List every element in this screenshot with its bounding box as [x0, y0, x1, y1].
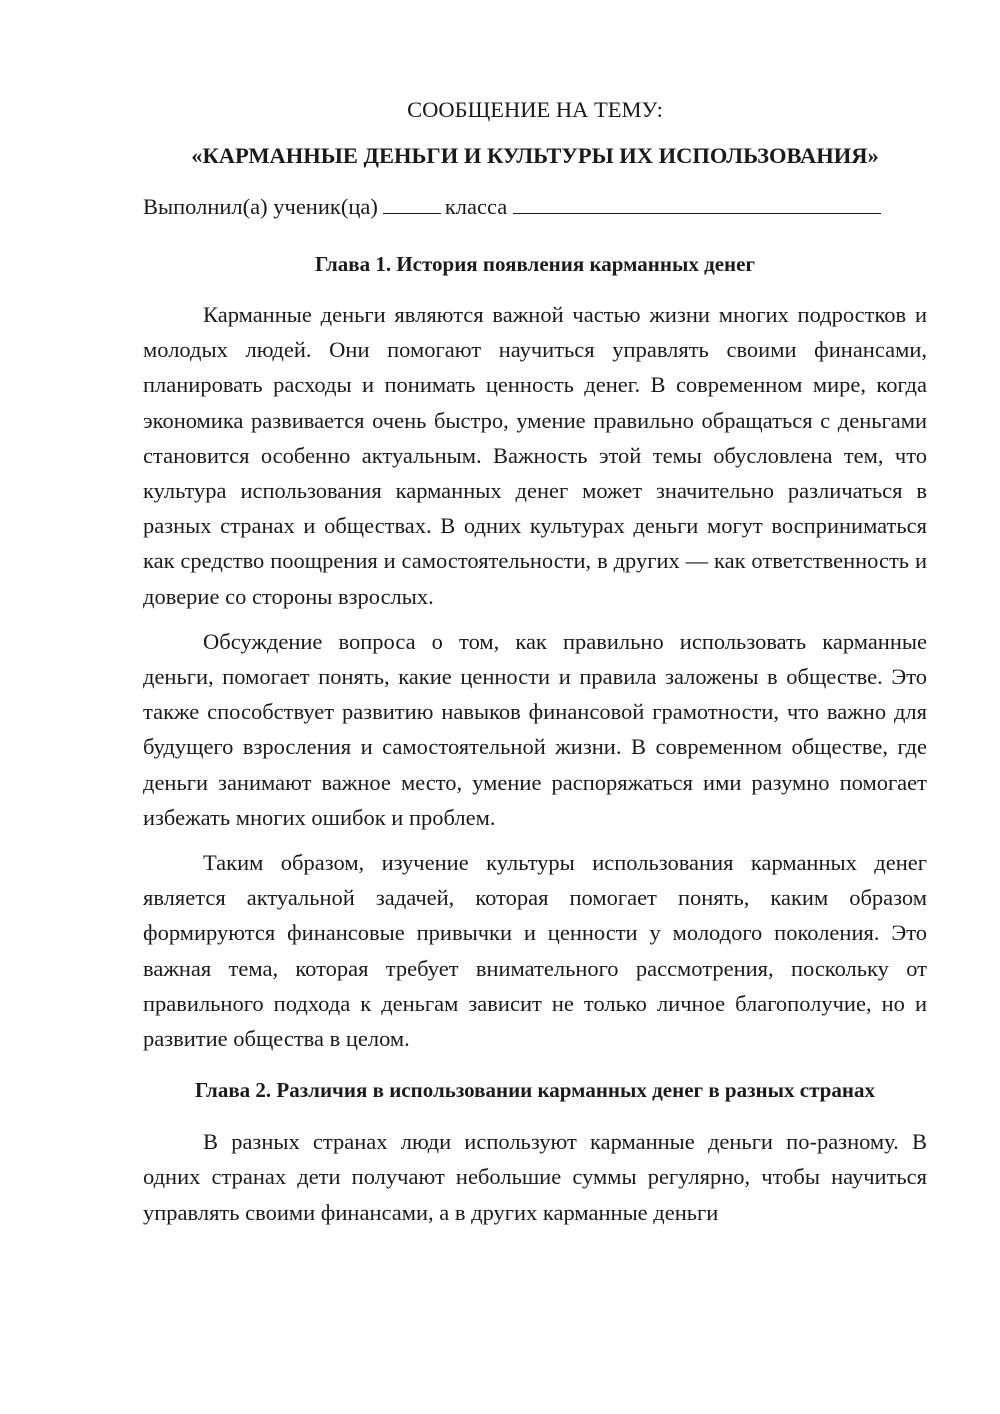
- author-prefix: Выполнил(а) ученик(ца): [143, 194, 378, 219]
- chapter-1-paragraph-2: Обсуждение вопроса о том, как правильно использовать карманные деньги, помогает понять, какие ценности и правила заложены в обществе. Это также способствует развитию навыков финансовой грамотности, что важно для будущего взросления и самостоятельной жизни. В современном обществе, где деньги занимают важное место, умение распоряжаться ими разумно помогает избежать многих ошибок и проблем.: [143, 628, 927, 830]
- class-number-blank: [383, 193, 441, 214]
- document-title-line-2: «КАРМАННЫЕ ДЕНЬГИ И КУЛЬТУРЫ ИХ ИСПОЛЬЗОВАНИЯ»: [191, 143, 879, 168]
- chapter-1-paragraph-1: Карманные деньги являются важной частью жизни многих подростков и молодых людей. Они помогают научиться управлять своими финансами, планировать расходы и понимать ценность денег. В современном мире, когда экономика развивается очень быстро, умение правильно обращаться с деньгами становится особенно актуальным. Важность этой темы обусловлена тем, что культура использования карманных денег может значительно различаться в разных странах и обществах. В одних культурах деньги могут восприниматься как средство поощрения и самостоятельности, в других — как ответственность и доверие со стороны взрослых.: [143, 302, 927, 609]
- class-word: класса: [444, 194, 508, 219]
- chapter-1-heading: Глава 1. История появления карманных денег: [314, 252, 756, 276]
- chapter-1-paragraph-3: Таким образом, изучение культуры использования карманных денег является актуальной задачей, которая помогает понять, каким образом формируются финансовые привычки и ценности у молодого поколения. Это важная тема, которая требует внимательного рассмотрения, поскольку от правильного подхода к деньгам зависит не только личное благополучие, но и развитие общества в целом.: [143, 850, 927, 1052]
- document-page: [143, 94, 927, 1240]
- author-line: [143, 191, 927, 223]
- document-title-line-1: СООБЩЕНИЕ НА ТЕМУ:: [407, 97, 663, 122]
- chapter-2-paragraph-1: В разных странах люди используют карманные деньги по-разному. В одних странах дети получают небольшие суммы регулярно, чтобы научиться управлять своими финансами, а в других карманные деньги: [143, 1129, 927, 1225]
- student-name-blank: [513, 193, 881, 214]
- chapter-2-heading: Глава 2. Различия в использовании карманных денег в разных странах: [195, 1078, 875, 1103]
